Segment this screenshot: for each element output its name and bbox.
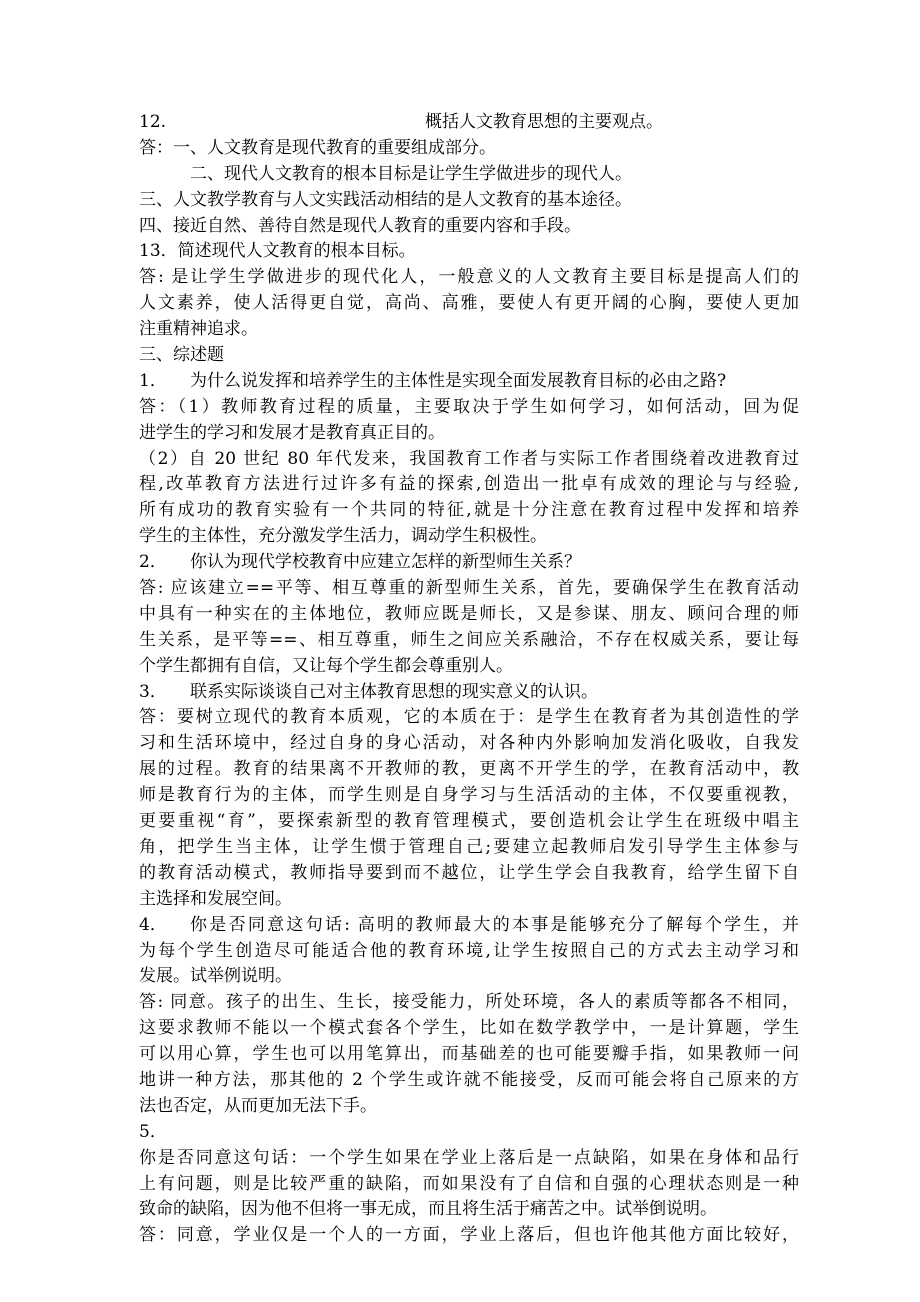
answer-line: 个学生都拥有自信，又让每个学生都会尊重别人。 (139, 655, 513, 676)
answer-line: 展的过程。教育的结果离不开教师的教，更离不开学生的学，在教育活动中，教 (139, 759, 799, 780)
question-number: 12. (139, 112, 167, 132)
essay-question-3 (139, 680, 799, 706)
question-12-heading (139, 110, 799, 136)
answer-line: 可以用心算，学生也可以用笔算出，而基础差的也可能要瓣手指，如果教师一问 (139, 1044, 799, 1065)
question-line: 你是否同意这句话：一个学生如果在学业上落后是一点缺陷，如果在身体和品行 (139, 1147, 799, 1168)
question-number: 2． (139, 552, 167, 573)
answer-line: 所有成功的教育实验有一个共同的特征,就是十分注意在教育过程中发挥和培养 (139, 500, 799, 521)
answer-line: 三、人文教学教育与人文实践活动相结的是人文教育的基本途径。 (139, 189, 632, 210)
answer-line: 答：一、人文教育是现代教育的重要组成部分。 (139, 137, 496, 158)
answer-line: （2）自 20 世纪 80 年代发来，我国教育工作者与实际工作者围绕着改进教育过 (139, 448, 799, 469)
answer-line: 学生的主体性，充分激发学生活力，调动学生积极性。 (139, 526, 547, 547)
section-heading: 三、综述题 (139, 345, 224, 366)
answer-line: 答：要树立现代的教育本质观，它的本质在于：是学生在教育者为其创造性的学 (139, 707, 799, 728)
question-title: 概括人文教育思想的主要观点。 (425, 112, 663, 132)
question-number: 3． (139, 681, 167, 702)
answer-line: 四、接近自然、善待自然是现代人教育的重要内容和手段。 (139, 215, 581, 236)
question-text: 你认为现代学校教育中应建立怎样的新型师生关系？ (190, 552, 581, 573)
question-text: 为什么说发挥和培养学生的主体性是实现全面发展教育目标的必由之路? (190, 370, 727, 391)
essay-question-5-number: 5． (139, 1121, 167, 1142)
question-number: 1． (139, 370, 167, 391)
question-13-heading: 13．简述现代人文教育的根本目标。 (139, 241, 416, 262)
answer-line: 角，把学生当主体，让学生惯于管理自己;要建立起教师启发引导学生主体参与 (139, 836, 799, 857)
essay-question-4 (139, 913, 799, 939)
answer-line: 二、现代人文教育的根本目标是让学生学做进步的现代人。 (190, 163, 632, 184)
answer-line: 答：同意，学业仅是一个人的一方面，学业上落后，但也许他其他方面比较好， (139, 1225, 799, 1246)
answer-line: 人文素养，使人活得更自觉，高尚、高雅，要使人有更开阔的心胸，要使人更加 (139, 293, 799, 314)
answer-line: 答: 同意。孩子的出生、生长，接受能力，所处环境，各人的素质等都各不相同， (139, 992, 799, 1013)
question-text: 联系实际谈谈自己对主体教育思想的现实意义的认识。 (190, 681, 598, 702)
answer-line: 更要重视“育”，要探索新型的教育管理模式，要创造机会让学生在班级中唱主 (139, 811, 799, 832)
answer-line: 地讲一种方法，那其他的 2 个学生或许就不能接受，反而可能会将自己原来的方 (139, 1069, 799, 1090)
essay-question-1 (139, 369, 799, 395)
essay-question-2 (139, 550, 799, 576)
answer-line: 的教育活动模式，教师指导要到而不越位，让学生学会自我教育，给学生留下自 (139, 862, 799, 883)
answer-line: 进学生的学习和发展才是教育真正目的。 (139, 422, 445, 443)
question-line: 发展。试举例说明。 (139, 966, 292, 987)
question-number: 4． (139, 914, 167, 935)
answer-line: 注重精神追求。 (139, 319, 258, 340)
answer-line: 答：（1）教师教育过程的质量，主要取决于学生如何学习，如何活动，回为促 (139, 396, 799, 417)
question-line: 上有问题，则是比较严重的缺陷，而如果没有了自信和自强的心理状态则是一种 (139, 1173, 799, 1194)
question-line: 为每个学生创造尽可能适合他的教育环境,让学生按照自己的方式去主动学习和 (139, 940, 799, 961)
answer-line: 答: 应该建立==平等、相互尊重的新型师生关系，首先，要确保学生在教育活动 (139, 578, 799, 599)
question-text: 你是否同意这句话: 高明的教师最大的本事是能够充分了解每个学生，并 (190, 914, 799, 935)
answer-line: 这要求教师不能以一个模式套各个学生，比如在数学教学中，一是计算题，学生 (139, 1018, 799, 1039)
answer-line: 法也否定，从而更加无法下手。 (139, 1095, 377, 1116)
document-page (139, 110, 799, 1249)
answer-line: 习和生活环境中，经过自身的身心活动，对各种内外影响加发消化吸收，自我发 (139, 733, 799, 754)
answer-line: 生关系，是平等==、相互尊重，师生之间应关系融洽，不存在权威关系，要让每 (139, 629, 799, 650)
answer-line: 答: 是让学生学做进步的现代化人，一般意义的人文教育主要目标是提高人们的 (139, 267, 799, 288)
answer-line: 程,改革教育方法进行过许多有益的探索,创造出一批卓有成效的理论与与经验, (139, 474, 799, 495)
question-line: 致命的缺陷，因为他不但将一事无成，而且将生活于痛苦之中。试举倒说明。 (139, 1199, 717, 1220)
answer-line: 中具有一种实在的主体地位，教师应既是师长，又是参谋、朋友、顾问合理的师 (139, 603, 799, 624)
answer-line: 师是教育行为的主体，而学生则是自身学习与生活活动的主体，不仅要重视教， (139, 785, 799, 806)
answer-line: 主选择和发展空间。 (139, 888, 292, 909)
